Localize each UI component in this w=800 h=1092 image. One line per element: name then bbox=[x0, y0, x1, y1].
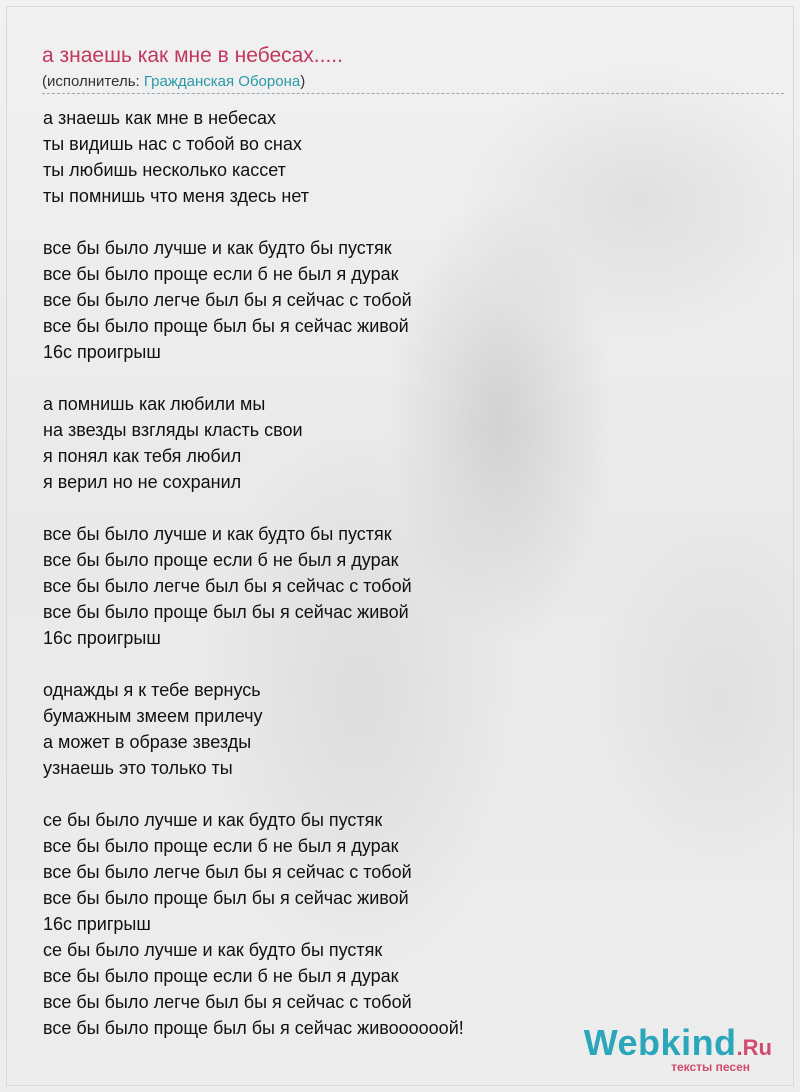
lyric-line: се бы было лучше и как будто бы пустяк bbox=[43, 810, 383, 830]
lyric-line: все бы было легче был бы я сейчас с тобой bbox=[43, 290, 412, 310]
stanza-gap bbox=[43, 651, 464, 677]
stanza-gap bbox=[43, 209, 464, 235]
lyric-line: все бы было проще был бы я сейчас живоооооой! bbox=[43, 1018, 464, 1038]
lyric-line: 16с пригрыш bbox=[43, 914, 151, 934]
artist-suffix: ) bbox=[300, 73, 306, 90]
logo-main-text: Webkind bbox=[583, 1022, 737, 1063]
stanza-gap bbox=[43, 495, 464, 521]
logo-subtitle: тексты песен bbox=[671, 1060, 750, 1074]
lyric-line: все бы было легче был бы я сейчас с тобой bbox=[43, 576, 412, 596]
song-title: а знаешь как мне в небесах..... bbox=[42, 44, 343, 67]
lyrics-text bbox=[43, 105, 464, 1041]
artist-prefix: (исполнитель: bbox=[42, 73, 144, 90]
lyric-line: бумажным змеем прилечу bbox=[43, 706, 263, 726]
lyric-line: ты видишь нас с тобой во снах bbox=[43, 134, 302, 154]
lyric-line: все бы было легче был бы я сейчас с тобой bbox=[43, 862, 412, 882]
lyric-line: все бы было проще если б не был я дурак bbox=[43, 966, 399, 986]
lyric-line: все бы было проще если б не был я дурак bbox=[43, 836, 399, 856]
lyric-line: на звезды взгляды класть свои bbox=[43, 420, 303, 440]
lyric-line: все бы было легче был бы я сейчас с тобой bbox=[43, 992, 412, 1012]
site-logo[interactable] bbox=[583, 1022, 772, 1074]
lyric-line: ты помнишь что меня здесь нет bbox=[43, 186, 309, 206]
lyric-line: однажды я к тебе вернусь bbox=[43, 680, 261, 700]
title-divider bbox=[42, 93, 784, 94]
lyric-line: а знаешь как мне в небесах bbox=[43, 108, 276, 128]
lyric-line: а может в образе звезды bbox=[43, 732, 252, 752]
lyric-line: все бы было проще если б не был я дурак bbox=[43, 264, 399, 284]
lyric-line: все бы было проще был бы я сейчас живой bbox=[43, 602, 409, 622]
lyric-line: все бы было проще был бы я сейчас живой bbox=[43, 316, 409, 336]
lyric-line: все бы было лучше и как будто бы пустяк bbox=[43, 238, 392, 258]
lyric-line: 16с проигрыш bbox=[43, 628, 161, 648]
lyric-line: я понял как тебя любил bbox=[43, 446, 242, 466]
lyric-line: все бы было проще был бы я сейчас живой bbox=[43, 888, 409, 908]
artist-line bbox=[42, 73, 305, 90]
lyric-line: все бы было лучше и как будто бы пустяк bbox=[43, 524, 392, 544]
lyric-line: ты любишь несколько кассет bbox=[43, 160, 286, 180]
artist-link[interactable]: Гражданская Оборона bbox=[143, 73, 301, 90]
stanza-gap bbox=[43, 781, 464, 807]
lyric-line: я верил но не сохранил bbox=[43, 472, 242, 492]
logo-tld-text: .Ru bbox=[736, 1035, 772, 1060]
lyric-line: 16с проигрыш bbox=[43, 342, 161, 362]
stanza-gap bbox=[43, 365, 464, 391]
lyric-line: а помнишь как любили мы bbox=[43, 394, 266, 414]
lyric-line: се бы было лучше и как будто бы пустяк bbox=[43, 940, 383, 960]
lyric-line: узнаешь это только ты bbox=[43, 758, 233, 778]
lyric-line: все бы было проще если б не был я дурак bbox=[43, 550, 399, 570]
